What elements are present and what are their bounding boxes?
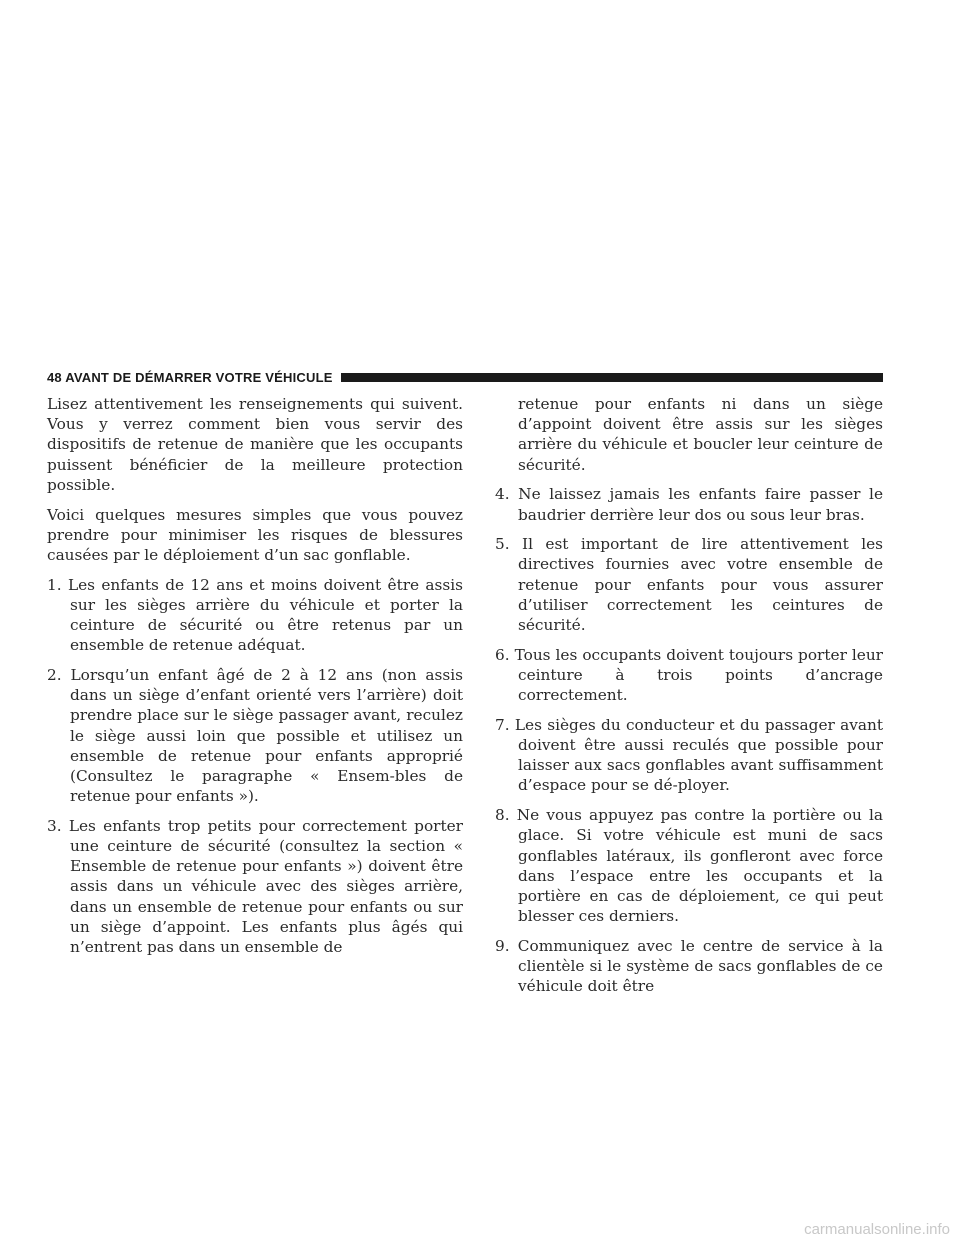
list-item: 3. Les enfants trop petits pour correctement porter une ceinture de sécurité (consultez la section « Ensemble de retenue pour enfants ») doivent être assis dans un véhicule avec des sièges arrière, dans un ensemble de retenue pour enfants ou sur un siège d’appoint. Les enfants plus âgés qui n’entrent pas dans un ensemble de	[47, 816, 463, 957]
intro-paragraph: Lisez attentivement les renseignements qui suivent. Vous y verrez comment bien vous servir des dispositifs de retenue de manière que les occupants puissent bénéficier de la meilleure protection possible.	[47, 395, 463, 494]
list-item-continuation: retenue pour enfants ni dans un siège d’appoint doivent être assis sur les sièges arrière du véhicule et boucler leur ceinture de sécurité.	[518, 395, 883, 474]
list-item: 2. Lorsqu’un enfant âgé de 2 à 12 ans (non assis dans un siège d’enfant orienté vers l’arrière) doit prendre place sur le siège passager avant, reculez le siège aussi loin que possible et utilisez un ensemble de retenue pour enfants approprié (Consultez le paragraphe « Ensem-bles de retenue pour enfants »).	[47, 665, 463, 806]
list-item: 9. Communiquez avec le centre de service à la clientèle si le système de sacs gonflables de ce véhicule doit être	[495, 936, 883, 996]
watermark: carmanualsonline.info	[804, 1221, 950, 1238]
right-column	[495, 394, 883, 1006]
page-number: 48	[47, 369, 62, 385]
list-item: 1. Les enfants de 12 ans et moins doivent être assis sur les sièges arrière du véhicule et porter la ceinture de sécurité ou être retenus par un ensemble de retenue adéquat.	[47, 575, 463, 655]
header-rule	[341, 373, 883, 382]
list-item: 4. Ne laissez jamais les enfants faire passer le baudrier derrière leur dos ou sous leur bras.	[495, 485, 883, 524]
list-item: 7. Les sièges du conducteur et du passager avant doivent être aussi reculés que possible pour laisser aux sacs gonflables avant suffisamment d’espace pour se dé-ployer.	[495, 715, 883, 795]
list-item: 5. Il est important de lire attentivement les directives fournies avec votre ensemble de retenue pour enfants pour vous assurer d’utiliser correctement les ceintures de sécurité.	[495, 535, 883, 635]
intro-paragraph: Voici quelques mesures simples que vous pouvez prendre pour minimiser les risques de blessures causées par le déploiement d’un sac gonflable.	[47, 505, 463, 564]
header-label	[47, 370, 341, 385]
left-column	[47, 394, 463, 967]
list-item: 6. Tous les occupants doivent toujours porter leur ceinture à trois points d’ancrage correctement.	[495, 645, 883, 705]
page-header	[47, 369, 883, 385]
section-title: AVANT DE DÉMARRER VOTRE VÉHICULE	[65, 369, 333, 385]
list-item: 8. Ne vous appuyez pas contre la portière ou la glace. Si votre véhicule est muni de sacs gonflables latéraux, ils gonfleront avec force dans l’espace entre les occupants et la portière en cas de déploiement, ce qui peut blesser ces derniers.	[495, 806, 883, 926]
